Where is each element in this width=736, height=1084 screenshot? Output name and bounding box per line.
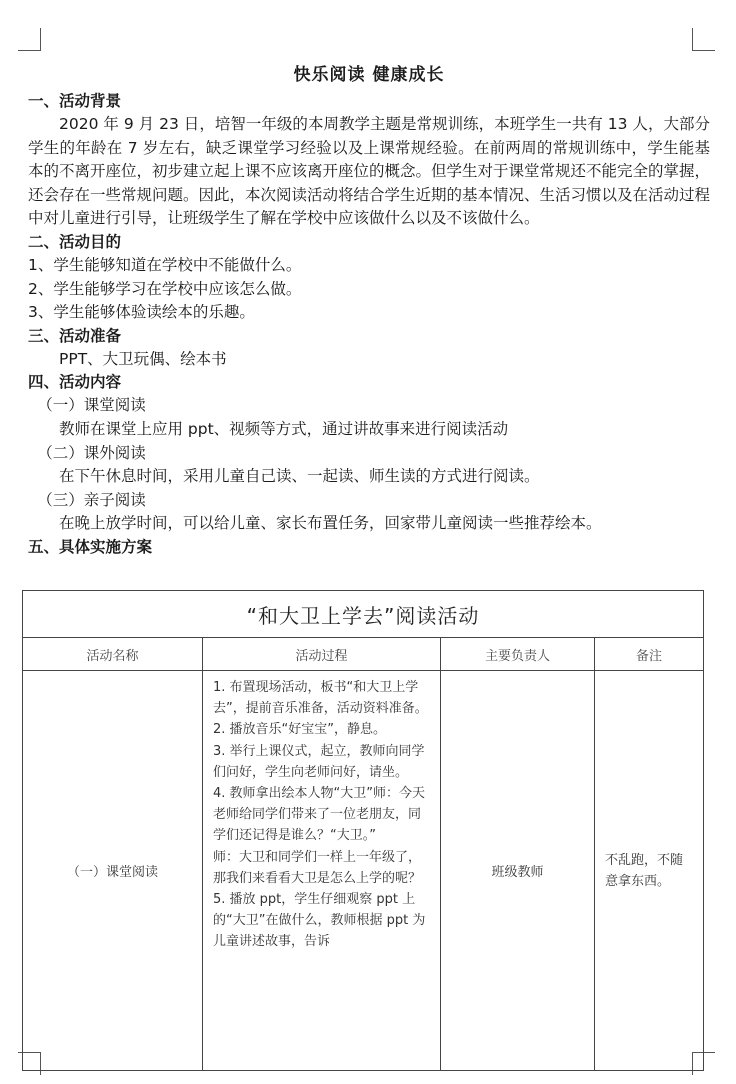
process-step: 师：大卫和同学们一样上一年级了，那我们来看看大卫是怎么上学的呢？ <box>213 849 422 886</box>
content-sub-label: （二）课外阅读 <box>37 443 146 462</box>
section-heading-purpose: 二、活动目的 <box>28 232 122 251</box>
content-sub-label: （一）课堂阅读 <box>37 396 146 415</box>
process-step: 2. 播放音乐“好宝宝”，静息。 <box>213 722 387 738</box>
process-step: 5. 播放 ppt，学生仔细观察 ppt 上的“大卫”在做什么，教师根据 ppt 为儿童讲述故事，告诉 <box>213 892 426 950</box>
cell-activity-process <box>203 671 441 1071</box>
section-heading-background: 一、活动背景 <box>28 92 122 110</box>
header-responsible: 主要负责人 <box>441 638 595 671</box>
preparation-text: PPT、大卫玩偶、绘本书 <box>59 349 227 368</box>
section-heading-content: 四、活动内容 <box>28 373 122 392</box>
purpose-item: 3、学生能够体验读绘本的乐趣。 <box>28 303 255 322</box>
crop-mark-top-left <box>18 28 41 51</box>
purpose-item: 2、学生能够学习在学校中应该怎么做。 <box>28 279 302 298</box>
cell-responsible: 班级教师 <box>441 671 595 1071</box>
header-activity-name: 活动名称 <box>23 638 203 671</box>
purpose-item: 1、学生能够知道在学校中不能做什么。 <box>28 255 302 274</box>
cell-activity-name: （一）课堂阅读 <box>23 671 203 1071</box>
process-step: 1. 布置现场活动，板书“和大卫上学去”，提前音乐准备，活动资料准备。 <box>213 680 428 717</box>
content-sub-text: 教师在课堂上应用 ppt、视频等方式，通过讲故事来进行阅读活动 <box>59 419 509 438</box>
content-sub-text: 在下午休息时间，采用儿童自己读、一起读、师生读的方式进行阅读。 <box>59 467 540 486</box>
content-sub-label: （三）亲子阅读 <box>37 490 146 509</box>
plan-table <box>22 590 704 1071</box>
process-step: 4. 教师拿出绘本人物“大卫”师：今天老师给同学们带来了一位老朋友，同学们还记得是谁么？“大卫。” <box>213 786 426 844</box>
content-sub-text: 在晚上放学时间，可以给儿童、家长布置任务，回家带儿童阅读一些推荐绘本。 <box>59 514 602 533</box>
table-row <box>23 671 704 1071</box>
crop-mark-top-right <box>692 28 715 51</box>
document-title: 快乐阅读 健康成长 <box>293 65 445 85</box>
cell-note: 不乱跑，不随意拿东西。 <box>595 671 704 1071</box>
header-note: 备注 <box>595 638 704 671</box>
document-body <box>28 60 710 559</box>
header-activity-process: 活动过程 <box>203 638 441 671</box>
process-step: 3. 举行上课仪式，起立，教师向同学们问好，学生向老师问好，请坐。 <box>213 743 425 780</box>
background-paragraph: 2020 年 9 月 23 日，培智一年级的本周教学主题是常规训练，本班学生一共有 13 人，大部分学生的年龄在 7 岁左右，缺乏课堂学习经验以及上课常规经验。在前两周的常规训练中，学生能基本的不离开座位，初步建立起上课不应该离开座位的概念。但学生对于课堂常规还不能完全的掌握，还会存在一些常规问题。因此，本次阅读活动将结合学生近期的基本情况、生活习惯以及在活动过程中对儿童进行引导，让班级学生了解在学校中应该做什么以及不该做什么。 <box>28 115 711 228</box>
section-heading-plan: 五、具体实施方案 <box>28 537 153 556</box>
table-caption: “和大卫上学去”阅读活动 <box>23 591 704 638</box>
table-header-row <box>23 638 704 671</box>
section-heading-preparation: 三、活动准备 <box>28 326 122 345</box>
